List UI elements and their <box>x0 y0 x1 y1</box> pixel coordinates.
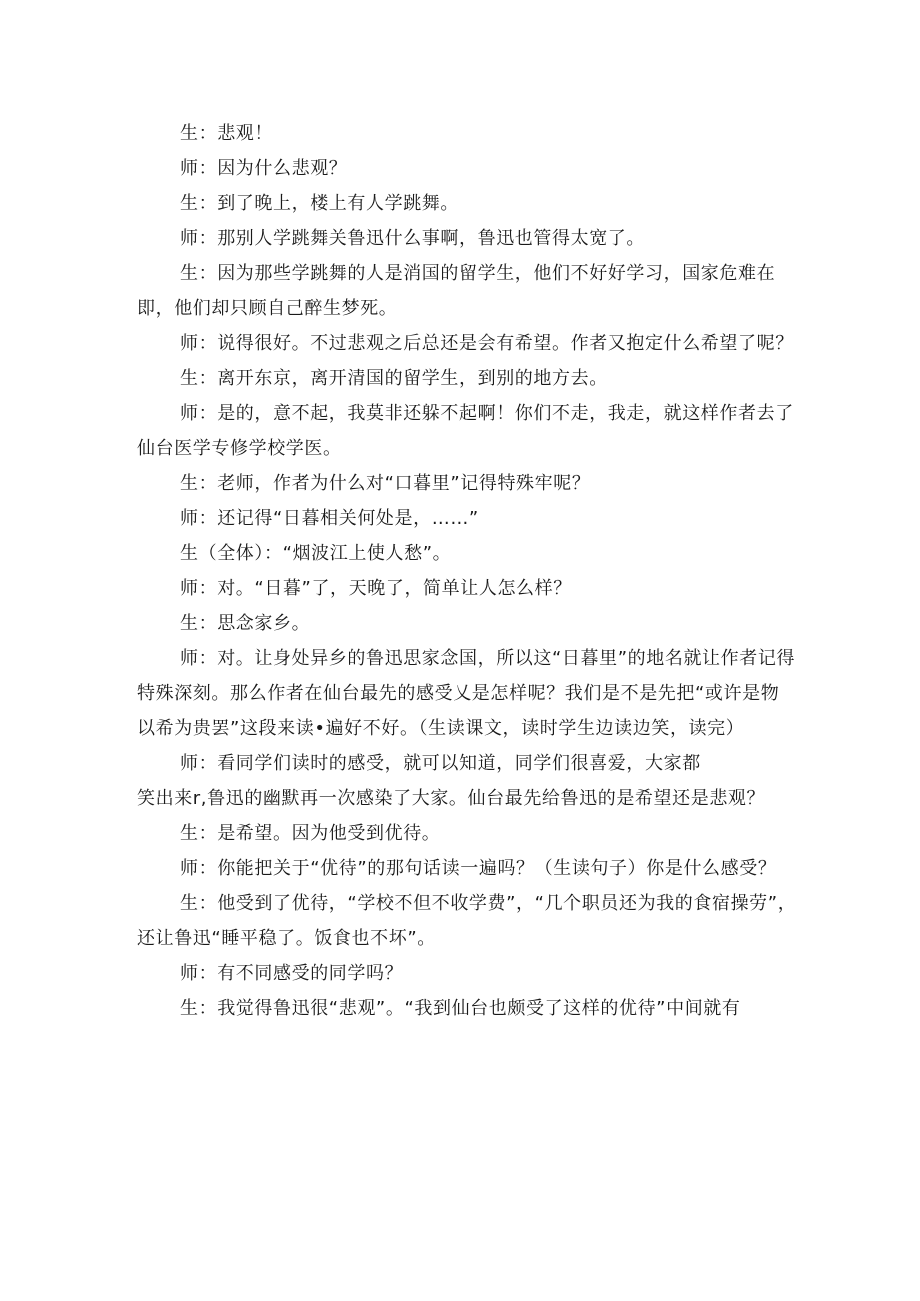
paragraph-1: 生：悲观！ <box>180 123 273 144</box>
paragraph-6: 师：说得很好。不过悲观之后总还是会有希望。作者又抱定什么希望了呢？ <box>180 333 794 354</box>
paragraph-2: 师：因为什么悲观？ <box>180 158 348 179</box>
paragraph-10: 师：还记得“日暮相关何处是，……” <box>180 508 479 529</box>
paragraph-5: 生：因为那些学跳舞的人是消国的留学生，他们不好好学习，国家危难在即，他们却只顾自己醉生梦死。 <box>137 263 776 319</box>
paragraph-8: 师：是的，意不起，我莫非还躲不起啊！你们不走，我走，就这样作者去了仙台医学专修学校学医。 <box>137 403 794 459</box>
paragraph-14: 师：对。让身处异乡的鲁迅思家念国，所以这“日暮里”的地名就让作者记得特殊深刻。那么作者在仙台最先的感受乂是怎样呢？我们是不是先把“或许是物以希为贵罢”这段来读•遍好不好。（生读课文，读时学生边读边笑，读完） <box>137 648 796 739</box>
paragraph-13: 生：思念家乡。 <box>180 613 311 634</box>
paragraph-21: 生：我觉得鲁迅很“悲观”。“我到仙台也颇受了这样的优待”中间就有 <box>180 998 741 1019</box>
paragraph-20: 师：有不同感受的同学吗？ <box>180 963 404 984</box>
paragraph-9: 生：老师，作者为什么对“口暮里”记得特殊牢呢？ <box>180 473 591 494</box>
paragraph-15: 师：看同学们读时的感受，就可以知道，同学们很喜爱，大家都 <box>180 753 701 774</box>
paragraph-7: 生：离开东京，离开清国的留学生，到别的地方去。 <box>180 368 608 389</box>
paragraph-12: 师：对。“日暮”了，天晚了，简单让人怎么样？ <box>180 578 572 599</box>
dialogue-text <box>137 116 797 1026</box>
paragraph-11: 生（全体）：“烟波江上使人愁”。 <box>180 543 452 564</box>
paragraph-16: 笑出来r,鲁迅的幽默再一次感染了大家。仙台最先给鲁迅的是希望还是悲观？ <box>137 788 766 809</box>
paragraph-19: 生：他受到了优待，“学校不但不收学费”，“几个职员还为我的食宿操劳”，还让鲁迅“睡平稳了。饭食也不坏”。 <box>137 893 797 949</box>
paragraph-17: 生：是希望。因为他受到优待。 <box>180 823 441 844</box>
paragraph-18: 师：你能把关于“优待”的那句话读一遍吗？（生读句子）你是什么感受？ <box>180 858 777 879</box>
paragraph-4: 师：那别人学跳舞关鲁迅什么事啊，鲁迅也管得太宽了。 <box>180 228 645 249</box>
paragraph-3: 生：到了晚上，楼上有人学跳舞。 <box>180 193 459 214</box>
